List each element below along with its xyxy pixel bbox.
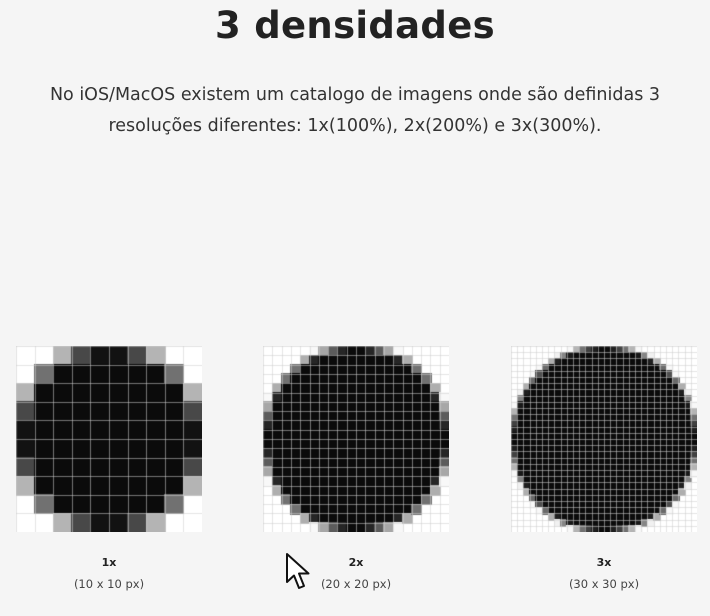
density-2x-grid <box>263 346 449 532</box>
density-2x-caption <box>251 556 461 591</box>
pixel-circle-3x <box>511 346 697 532</box>
density-label: 2x <box>348 556 364 569</box>
pixel-circle-1x <box>16 346 202 532</box>
description-line-1: No iOS/MacOS existem um catalogo de imagens onde são definidas 3 <box>49 85 661 105</box>
density-label: 3x <box>596 556 612 569</box>
density-dimensions: (10 x 10 px) <box>73 577 145 591</box>
density-3x-caption <box>499 556 709 591</box>
density-label: 1x <box>101 556 117 569</box>
density-3x-grid <box>511 346 697 532</box>
density-1x-caption <box>4 556 214 591</box>
page-title: 3 densidades <box>215 4 495 47</box>
description-line-2: resoluções diferentes: 1x(100%), 2x(200%) e 3x(300%). <box>108 116 602 136</box>
density-1x-grid <box>16 346 202 532</box>
pixel-circle-2x <box>263 346 449 532</box>
density-dimensions: (30 x 30 px) <box>568 577 640 591</box>
page-description <box>0 80 710 142</box>
mouse-pointer-icon <box>285 552 315 592</box>
density-dimensions: (20 x 20 px) <box>320 577 392 591</box>
